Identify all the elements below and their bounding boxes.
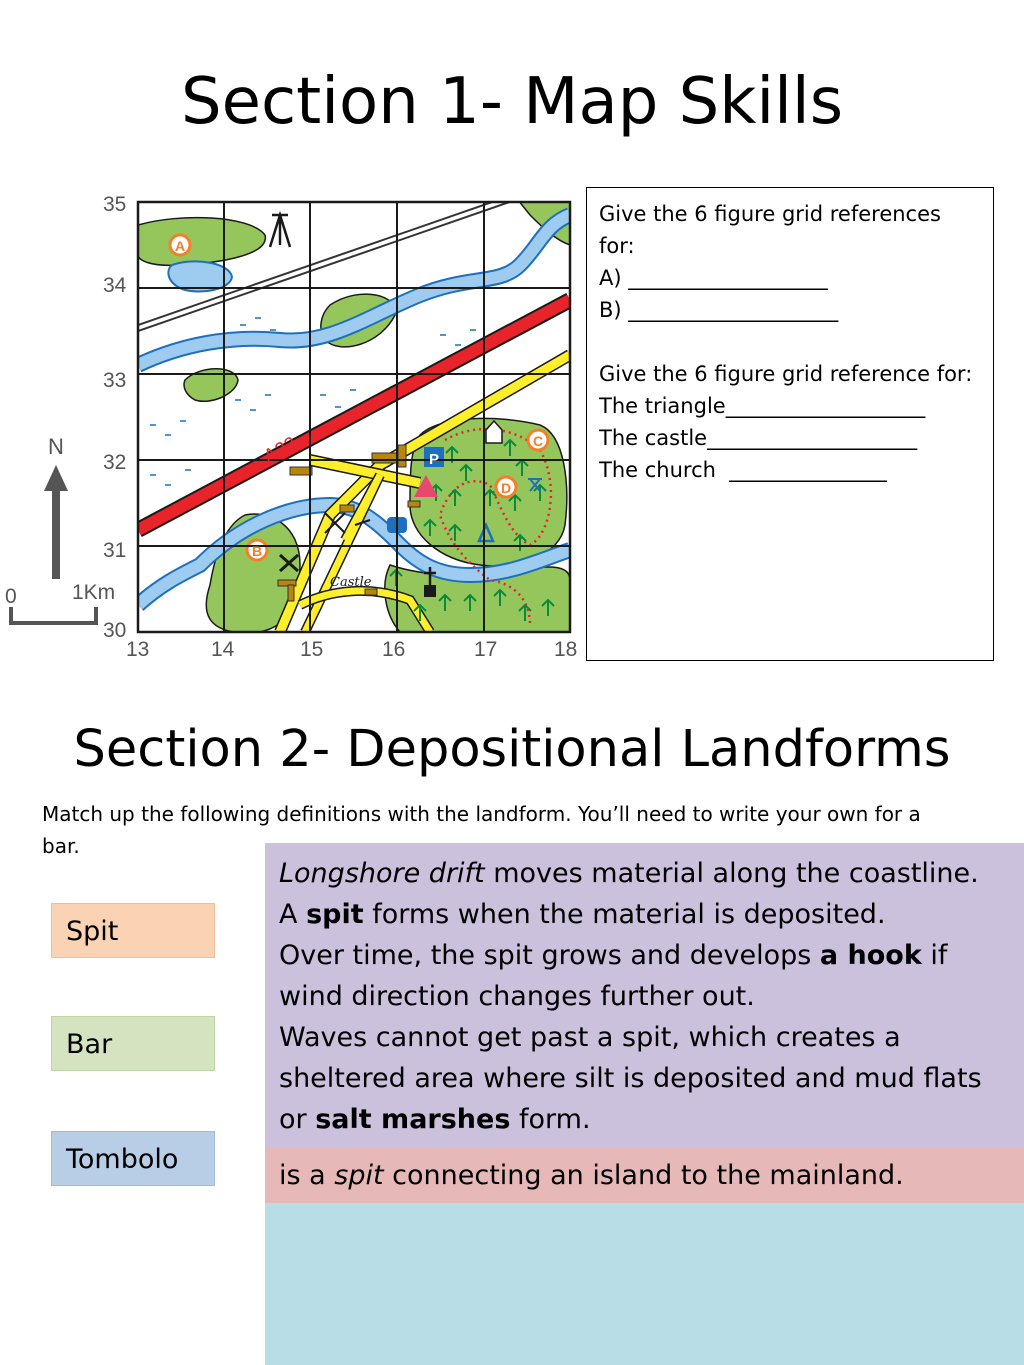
landform-bar[interactable]: Bar <box>51 1016 215 1071</box>
grid-reference-questions <box>586 187 994 661</box>
marker-label-a: A <box>174 238 186 254</box>
x-label: 15 <box>300 638 324 661</box>
building <box>288 585 294 601</box>
scale-km: 1Km <box>72 581 116 604</box>
building <box>398 445 406 467</box>
definition-tombolo[interactable] <box>265 1148 1024 1203</box>
page-title: Section 1- Map Skills <box>180 65 844 139</box>
building <box>408 501 420 507</box>
y-label: 35 <box>103 193 127 216</box>
definition-spit[interactable] <box>265 843 1024 1148</box>
x-label: 16 <box>382 638 406 661</box>
building <box>340 505 354 512</box>
definition-text: Over time, the spit grows and develops <box>279 940 820 971</box>
landform-spit[interactable]: Spit <box>51 903 215 958</box>
marker-label-c: C <box>532 433 544 449</box>
answer-line-triangle[interactable]: The triangle___________________ <box>599 394 926 418</box>
castle-label: Castle <box>330 575 372 590</box>
answer-line-castle[interactable]: The castle____________________ <box>599 426 918 450</box>
term: spit <box>306 899 364 930</box>
marker-label-d: D <box>500 480 512 496</box>
north-label: N <box>48 434 64 459</box>
y-label: 30 <box>103 619 127 642</box>
building <box>372 453 400 463</box>
term: Longshore drift <box>279 858 485 889</box>
ordnance-survey-map <box>0 185 580 665</box>
term: spit <box>334 1160 384 1191</box>
definition-text: forms when the material is deposited. <box>363 899 886 930</box>
scale-zero: 0 <box>5 585 17 608</box>
definition-text: connecting an island to the mainland. <box>383 1160 904 1191</box>
x-label: 13 <box>126 638 150 661</box>
y-label: 34 <box>103 274 127 297</box>
instructions: Match up the following definitions with the landform. You’ll need to write your own for a bar. <box>42 802 921 858</box>
term: a hook <box>819 940 922 971</box>
definition-text: Waves cannot get past a spit, which creates a sheltered area where silt is deposited and mud flats or <box>279 1022 982 1135</box>
scale-bar <box>11 607 96 623</box>
landform-tombolo[interactable]: Tombolo <box>51 1131 215 1186</box>
road-label: A23 <box>260 432 301 468</box>
y-label: 31 <box>103 539 127 562</box>
parking-label: P <box>428 451 440 468</box>
definition-bar-blank[interactable] <box>265 1203 1024 1365</box>
building <box>290 467 312 475</box>
definition-text: form. <box>510 1104 591 1135</box>
definition-text: A <box>279 899 307 930</box>
x-label: 14 <box>211 638 235 661</box>
term: salt marshes <box>315 1104 511 1135</box>
answer-line-b[interactable]: B) ____________________ <box>599 298 839 322</box>
question-text: for: <box>599 234 635 258</box>
map-grid <box>138 185 570 633</box>
question-text: Give the 6 figure grid references <box>599 202 941 226</box>
marker-label-b: B <box>251 543 263 559</box>
y-label: 32 <box>103 451 127 474</box>
definition-text: moves material along the coastline. <box>484 858 979 889</box>
answer-line-church[interactable]: The church _______________ <box>599 458 887 482</box>
y-label: 33 <box>103 369 127 392</box>
section-title: Section 2- Depositional Landforms <box>73 720 951 779</box>
answer-line-a[interactable]: A) ___________________ <box>599 266 828 290</box>
definition-text: is a <box>279 1160 335 1191</box>
x-label: 17 <box>474 638 498 661</box>
question-text: Give the 6 figure grid reference for: <box>599 362 973 386</box>
x-label: 18 <box>554 638 578 661</box>
north-arrow-icon <box>44 465 68 579</box>
definition-text: if wind direction changes further out. <box>279 940 948 1012</box>
